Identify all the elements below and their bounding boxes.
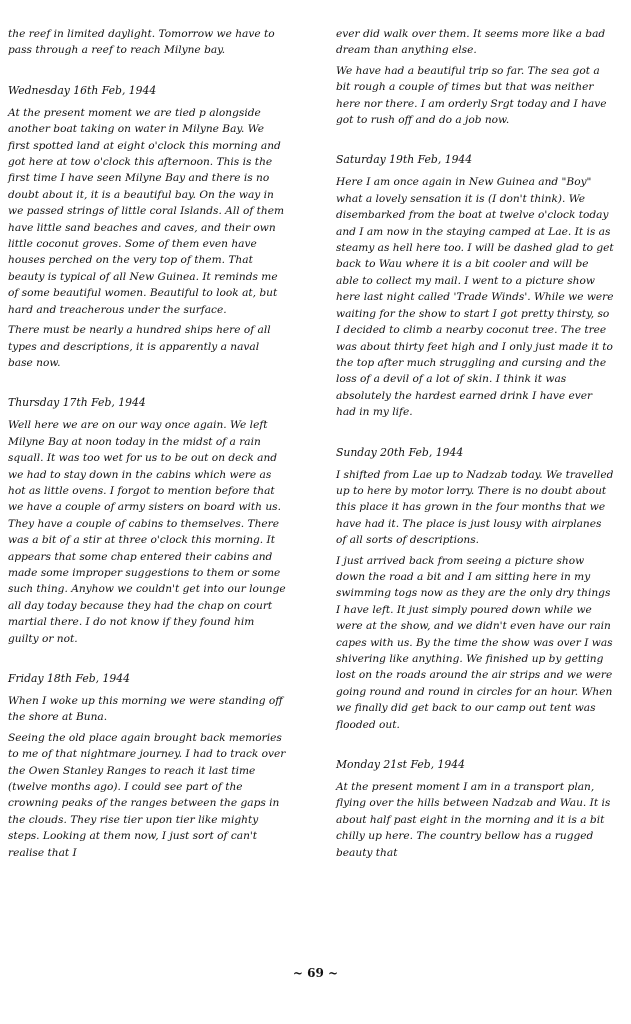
entry-date-heading: Thursday 17th Feb, 1944 [8,396,146,410]
entry-paragraph: At the present moment we are tied p alongside another boat taking on water in Milyne Bay. We first spotted land at eight o'clock this morning and got here at tow o'clock this afternoon. This is the first time I have seen Milyne Bay and there is no doubt about it, it is a beautiful bay. On the way in we passed strings of little coral Islands. All of them have little sand beaches and caves, and their own little coconut groves. Some of them even have houses perched on the very top of them. That beauty is typical of all New Guinea. It reminds me of some beautiful women. Beautiful to look at, but hard and treacherous under the surface. [8,106,285,316]
entry-date-heading: Friday 18th Feb, 1944 [8,672,130,685]
entry-date-heading: Wednesday 16th Feb, 1944 [8,83,157,97]
page-number: ~ 69 ~ [292,966,339,980]
entry-paragraph: I just arrived back from seeing a picture show down the road a bit and I am sitting here in my swimming togs now as they are the only dry things I have left. It just simply poured down while we were at the show, and we didn't even have our rain capes with us. By the time the show was over I was shivering like anything. We finished up by getting lost on the roads around the air strips and we were going round and round in circles for an hour. When we finally did get back to our camp out tent was flooded out. [336,554,613,731]
entry-date-heading: Monday 21st Feb, 1944 [336,758,465,772]
entry-paragraph: Well here we are on our way once again. We left Milyne Bay at noon today in the midst of a rain squall. It was too wet for us to be out on deck and we had to stay down in the cabins which were as hot as little ovens. I forgot to mention before that we have a couple of army sisters on board with us. They have a couple of cabins to themselves. There was a bit of a stir at three o'clock this morning. It appears that some chap entered their cabins and made some improper suggestions to them or some such thing. Anyhow we couldn't get into our lounge all day today because they had the chap on court martial there. I do not know if they found him guilty or not. [8,419,286,645]
left-column [8,26,286,865]
entry-paragraph: Here I am once again in New Guinea and "Boy" what a lovely sensation it is (I don't think). We disembarked from the boat at twelve o'clock today and I am now in the staying camped at Lae. It is as steamy as hell here too. I will be dashed glad to get back to Wau where it is a bit cooler and will be able to collect my mail. I went to a picture show here last night called 'Trade Winds'. While we were waiting for the show to start I got pretty thirsty, so I decided to climb a nearby coconut tree. The tree was about thirty feet high and I only just made it to the top after much struggling and cursing and the loss of a devil of a lot of skin. I think it was absolutely the hardest earned drink I have ever had in my life. [336,176,614,419]
entry-paragraph: There must be nearly a hundred ships here of all types and descriptions, it is apparently a naval base now. [8,324,271,369]
entry-date-heading: Sunday 20th Feb, 1944 [336,445,464,459]
entry-paragraph: When I woke up this morning we were standing off the shore at Buna. [8,695,283,724]
entry-paragraph: At the present moment I am in a transport plan, flying over the hills between Nadzab and Wau. It is about half past eight in the morning and it is a bit chilly up here. The country bellow has a rugged beauty that [336,781,611,859]
right-column [336,26,614,865]
entry-paragraph: I shifted from Lae up to Nadzab today. We travelled up to here by motor lorry. There is no doubt about this place it has grown in the four months that we have had it. The place is just lousy with airplanes of all sorts of descriptions. [336,468,614,547]
entry-paragraph: Seeing the old place again brought back memories to me of that nightmare journey. I had to track over the Owen Stanley Ranges to reach it last time (twelve months ago). I could see part of the crowning peaks of the ranges between the gaps in the clouds. They rise tier upon tier like mighty steps. Looking at them now, I just sort of can't realise that I [8,731,286,859]
entry-paragraph: We have had a beautiful trip so far. The sea got a bit rough a couple of times but that was neither here nor there. I am orderly Srgt today and I have got to rush off and do a job now. [336,64,607,127]
entry-paragraph: the reef in limited daylight. Tomorrow we have to pass through a reef to reach Milyne bay. [8,28,275,57]
entry-date-heading: Saturday 19th Feb, 1944 [336,153,473,167]
entry-paragraph: ever did walk over them. It seems more like a bad dream than anything else. [336,28,606,57]
